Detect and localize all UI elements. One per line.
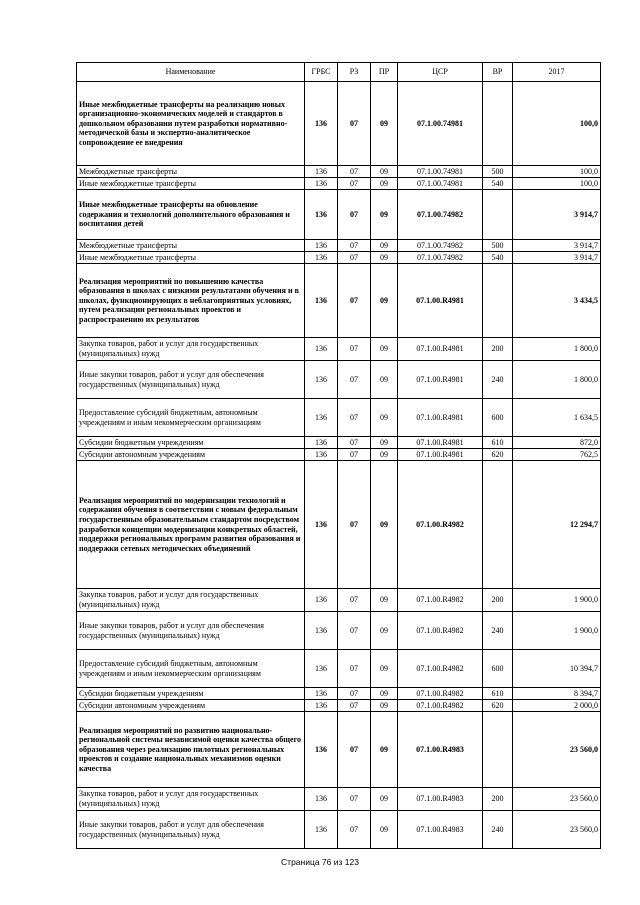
cell-grbs: 136 (305, 252, 338, 264)
cell-rz: 07 (338, 788, 371, 811)
header-pr: ПР (371, 63, 398, 82)
cell-rz: 07 (338, 650, 371, 688)
cell-amount-2017: 872,0 (513, 437, 601, 449)
cell-rz: 07 (338, 82, 371, 166)
table-row (77, 700, 601, 712)
cell-name: Закупка товаров, работ и услуг для государственных (муниципальных) нужд (77, 589, 305, 612)
cell-name: Межбюджетные трансферты (77, 240, 305, 252)
cell-grbs: 136 (305, 190, 338, 240)
table-row (77, 252, 601, 264)
cell-name: Реализация мероприятий по повышению качества образования в школах с низкими результатами обучения и в школах, функционирующих в неблагоприятных условиях, путем реализации региональных проектов и распространению их результатов (77, 264, 305, 338)
cell-amount-2017: 3 914,7 (513, 240, 601, 252)
table-header-row (77, 63, 601, 82)
cell-pr: 09 (371, 264, 398, 338)
cell-amount-2017: 23 560,0 (513, 712, 601, 788)
cell-rz: 07 (338, 712, 371, 788)
cell-name: Реализация мероприятий по развитию национально-региональной системы независимой оценки качества общего образования через реализацию пилотных региональных проектов и создание национальных механизмов оценки качества (77, 712, 305, 788)
cell-vr: 610 (483, 688, 513, 700)
cell-amount-2017: 1 800,0 (513, 338, 601, 361)
cell-csr: 07.1.00.R4983 (398, 788, 483, 811)
cell-name: Субсидии автономным учреждениям (77, 449, 305, 461)
cell-csr: 07.1.00.R4982 (398, 688, 483, 700)
cell-csr: 07.1.00.R4981 (398, 437, 483, 449)
cell-name: Субсидии бюджетным учреждениям (77, 688, 305, 700)
cell-pr: 09 (371, 688, 398, 700)
table-row (77, 361, 601, 399)
cell-csr: 07.1.00.74981 (398, 82, 483, 166)
table-row (77, 688, 601, 700)
cell-name: Предоставление субсидий бюджетным, автономным учреждениям и иным некоммерческим организациям (77, 650, 305, 688)
table-row (77, 399, 601, 437)
cell-pr: 09 (371, 82, 398, 166)
cell-pr: 09 (371, 338, 398, 361)
cell-csr: 07.1.00.R4981 (398, 338, 483, 361)
cell-amount-2017: 100,0 (513, 178, 601, 190)
cell-grbs: 136 (305, 240, 338, 252)
cell-grbs: 136 (305, 461, 338, 589)
cell-name: Субсидии бюджетным учреждениям (77, 437, 305, 449)
header-csr: ЦСР (398, 63, 483, 82)
cell-grbs: 136 (305, 612, 338, 650)
table-body (77, 82, 601, 849)
cell-grbs: 136 (305, 788, 338, 811)
cell-rz: 07 (338, 178, 371, 190)
cell-pr: 09 (371, 240, 398, 252)
table-row (77, 650, 601, 688)
cell-amount-2017: 100,0 (513, 166, 601, 178)
header-name: Наименование (77, 63, 305, 82)
cell-csr: 07.1.00.74981 (398, 166, 483, 178)
cell-amount-2017: 8 394,7 (513, 688, 601, 700)
cell-pr: 09 (371, 589, 398, 612)
cell-grbs: 136 (305, 82, 338, 166)
cell-vr: 500 (483, 166, 513, 178)
cell-grbs: 136 (305, 449, 338, 461)
header-year-2017: 2017 (513, 63, 601, 82)
table-row (77, 589, 601, 612)
cell-pr: 09 (371, 178, 398, 190)
cell-pr: 09 (371, 190, 398, 240)
cell-pr: 09 (371, 700, 398, 712)
table-row (77, 437, 601, 449)
cell-vr (483, 461, 513, 589)
cell-pr: 09 (371, 252, 398, 264)
cell-csr: 07.1.00.R4981 (398, 449, 483, 461)
cell-csr: 07.1.00.R4982 (398, 461, 483, 589)
cell-csr: 07.1.00.R4983 (398, 811, 483, 849)
cell-name: Субсидии автономным учреждениям (77, 700, 305, 712)
cell-grbs: 136 (305, 361, 338, 399)
table-row (77, 264, 601, 338)
cell-rz: 07 (338, 449, 371, 461)
cell-vr (483, 712, 513, 788)
cell-pr: 09 (371, 437, 398, 449)
table-row (77, 449, 601, 461)
table-row (77, 338, 601, 361)
cell-pr: 09 (371, 650, 398, 688)
table-row (77, 166, 601, 178)
cell-amount-2017: 1 800,0 (513, 361, 601, 399)
table-row (77, 82, 601, 166)
cell-vr: 200 (483, 338, 513, 361)
cell-amount-2017: 23 560,0 (513, 811, 601, 849)
cell-name: Иные межбюджетные трансферты (77, 252, 305, 264)
cell-vr: 540 (483, 252, 513, 264)
cell-amount-2017: 762,5 (513, 449, 601, 461)
header-grbs: ГРБС (305, 63, 338, 82)
table-row (77, 461, 601, 589)
cell-csr: 07.1.00.R4981 (398, 399, 483, 437)
cell-grbs: 136 (305, 700, 338, 712)
cell-name: Предоставление субсидий бюджетным, автономным учреждениям и иным некоммерческим организациям (77, 399, 305, 437)
cell-pr: 09 (371, 399, 398, 437)
cell-grbs: 136 (305, 589, 338, 612)
cell-csr: 07.1.00.R4981 (398, 361, 483, 399)
cell-rz: 07 (338, 461, 371, 589)
header-rz: РЗ (338, 63, 371, 82)
header-vr: ВР (483, 63, 513, 82)
cell-name: Иные межбюджетные трансферты на обновление содержания и технологий дополнительного образования и воспитания детей (77, 190, 305, 240)
cell-rz: 07 (338, 811, 371, 849)
table-row (77, 811, 601, 849)
cell-grbs: 136 (305, 166, 338, 178)
page-number-footer: Страница 76 из 123 (281, 857, 359, 867)
cell-amount-2017: 1 900,0 (513, 589, 601, 612)
cell-vr: 600 (483, 399, 513, 437)
cell-rz: 07 (338, 612, 371, 650)
cell-grbs: 136 (305, 437, 338, 449)
cell-rz: 07 (338, 252, 371, 264)
cell-vr (483, 82, 513, 166)
cell-vr: 610 (483, 437, 513, 449)
cell-vr: 620 (483, 449, 513, 461)
table-row (77, 240, 601, 252)
cell-name: Иные закупки товаров, работ и услуг для обеспечения государственных (муниципальных) нужд (77, 811, 305, 849)
cell-amount-2017: 100,0 (513, 82, 601, 166)
cell-amount-2017: 12 294,7 (513, 461, 601, 589)
cell-csr: 07.1.00.74982 (398, 240, 483, 252)
cell-amount-2017: 3 434,5 (513, 264, 601, 338)
cell-name: Иные закупки товаров, работ и услуг для обеспечения государственных (муниципальных) нужд (77, 612, 305, 650)
cell-grbs: 136 (305, 650, 338, 688)
cell-name: Реализация мероприятий по модернизации технологий и содержания обучения в соответствии с новым федеральным государственным образовательным стандартом посредством разработки концепции модернизации конкретных областей, поддержки региональных программ развития образования и поддержки сетевых методических объединений (77, 461, 305, 589)
cell-csr: 07.1.00.R4982 (398, 700, 483, 712)
cell-vr: 500 (483, 240, 513, 252)
cell-csr: 07.1.00.74981 (398, 178, 483, 190)
cell-rz: 07 (338, 190, 371, 240)
cell-csr: 07.1.00.R4983 (398, 712, 483, 788)
cell-vr: 540 (483, 178, 513, 190)
cell-amount-2017: 23 560,0 (513, 788, 601, 811)
cell-pr: 09 (371, 166, 398, 178)
cell-pr: 09 (371, 361, 398, 399)
cell-csr: 07.1.00.R4982 (398, 612, 483, 650)
cell-vr: 600 (483, 650, 513, 688)
cell-pr: 09 (371, 811, 398, 849)
cell-name: Закупка товаров, работ и услуг для государственных (муниципальных) нужд (77, 338, 305, 361)
cell-rz: 07 (338, 240, 371, 252)
cell-name: Иные межбюджетные трансферты на реализацию новых организационно-экономических моделей и стандартов в дошкольном образовании путем разработки нормативно-методической базы и экспертно-аналитическое сопровождение ее внедрения (77, 82, 305, 166)
cell-grbs: 136 (305, 712, 338, 788)
cell-vr: 200 (483, 589, 513, 612)
cell-vr (483, 190, 513, 240)
cell-rz: 07 (338, 361, 371, 399)
cell-vr: 620 (483, 700, 513, 712)
cell-grbs: 136 (305, 688, 338, 700)
cell-rz: 07 (338, 688, 371, 700)
cell-rz: 07 (338, 589, 371, 612)
cell-pr: 09 (371, 612, 398, 650)
cell-name: Межбюджетные трансферты (77, 166, 305, 178)
cell-csr: 07.1.00.R4981 (398, 264, 483, 338)
cell-rz: 07 (338, 700, 371, 712)
cell-vr: 240 (483, 811, 513, 849)
cell-pr: 09 (371, 461, 398, 589)
cell-grbs: 136 (305, 338, 338, 361)
cell-rz: 07 (338, 399, 371, 437)
cell-grbs: 136 (305, 811, 338, 849)
cell-vr: 240 (483, 361, 513, 399)
cell-amount-2017: 1 634,5 (513, 399, 601, 437)
cell-grbs: 136 (305, 264, 338, 338)
table-row (77, 178, 601, 190)
cell-rz: 07 (338, 338, 371, 361)
table-row (77, 612, 601, 650)
cell-csr: 07.1.00.R4982 (398, 589, 483, 612)
cell-pr: 09 (371, 712, 398, 788)
table-row (77, 712, 601, 788)
cell-rz: 07 (338, 264, 371, 338)
cell-amount-2017: 2 000,0 (513, 700, 601, 712)
cell-grbs: 136 (305, 399, 338, 437)
cell-name: Иные закупки товаров, работ и услуг для обеспечения государственных (муниципальных) нужд (77, 361, 305, 399)
cell-pr: 09 (371, 449, 398, 461)
cell-vr: 240 (483, 612, 513, 650)
cell-amount-2017: 1 900,0 (513, 612, 601, 650)
cell-rz: 07 (338, 437, 371, 449)
table-row (77, 788, 601, 811)
cell-csr: 07.1.00.74982 (398, 190, 483, 240)
cell-pr: 09 (371, 788, 398, 811)
cell-name: Иные межбюджетные трансферты (77, 178, 305, 190)
cell-grbs: 136 (305, 178, 338, 190)
cell-vr (483, 264, 513, 338)
cell-rz: 07 (338, 166, 371, 178)
cell-amount-2017: 3 914,7 (513, 190, 601, 240)
cell-csr: 07.1.00.74982 (398, 252, 483, 264)
cell-name: Закупка товаров, работ и услуг для государственных (муниципальных) нужд (77, 788, 305, 811)
table-row (77, 190, 601, 240)
cell-csr: 07.1.00.R4982 (398, 650, 483, 688)
cell-amount-2017: 3 914,7 (513, 252, 601, 264)
budget-table (76, 62, 601, 849)
cell-vr: 200 (483, 788, 513, 811)
cell-amount-2017: 10 394,7 (513, 650, 601, 688)
